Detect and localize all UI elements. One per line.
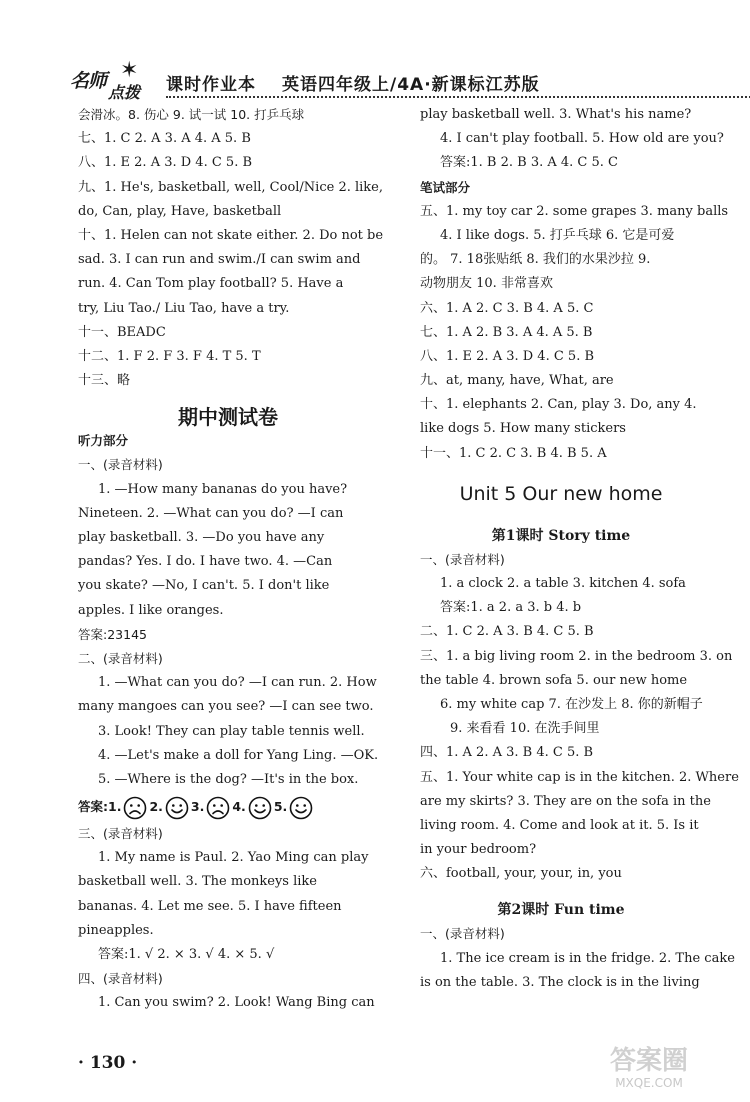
answer-line: 一、(录音材料): [420, 926, 505, 942]
answer-line: bananas. 4. Let me see. 5. I have fifteen: [78, 898, 342, 914]
answer-prefix: 答案:: [78, 799, 108, 815]
answer-line: 十一、1. C 2. C 3. B 4. B 5. A: [420, 445, 607, 461]
answer-line: 答案:1. a 2. a 3. b 4. b: [440, 600, 582, 616]
answer-line: 笔试部分: [420, 179, 471, 195]
watermark-url: MXQE.COM: [615, 1076, 683, 1090]
answer-line: 6. my white cap 7. 在沙发上 8. 你的新帽子: [440, 696, 703, 712]
answer-line: 二、1. C 2. A 3. B 4. C 5. B: [420, 624, 594, 640]
answer-line: run. 4. Can Tom play football? 5. Have a: [78, 276, 344, 292]
answer-line: 三、(录音材料): [78, 826, 163, 842]
answer-line: 四、(录音材料): [78, 971, 163, 987]
smiley-face-icon: [289, 796, 313, 820]
book-title: 课时作业本: [166, 75, 256, 95]
answer-line: Nineteen. 2. —What can you do? —I can: [78, 505, 344, 521]
answer-line: 1. The ice cream is in the fridge. 2. The cake: [440, 950, 735, 966]
answer-number: 1.: [108, 799, 122, 815]
lesson-title: 第1课时 Story time: [491, 527, 631, 544]
answer-line: 动物朋友 10. 非常喜欢: [420, 276, 553, 292]
faces-answer-line: [78, 792, 378, 822]
answer-line: 5. —Where is the dog? —It's in the box.: [98, 771, 359, 787]
answer-number: 5.: [273, 799, 288, 815]
smiley-face-icon: [248, 796, 272, 820]
logo-text-2: 点拨: [108, 83, 141, 102]
section-title: 期中测试卷: [178, 405, 278, 430]
answer-line: 四、1. A 2. A 3. B 4. C 5. B: [420, 745, 594, 761]
answer-line: in your bedroom?: [420, 842, 537, 858]
answer-line: 八、1. E 2. A 3. D 4. C 5. B: [420, 348, 595, 364]
right-column: [420, 103, 739, 995]
answer-line: are my skirts? 3. They are on the sofa in the: [420, 793, 711, 809]
answer-line: 九、at, many, have, What, are: [420, 373, 614, 389]
smiley-face-icon: [165, 796, 189, 820]
answer-line: 九、1. He's, basketball, well, Cool/Nice 2. like,: [78, 179, 383, 195]
page-number: · 130 ·: [78, 1053, 138, 1073]
answer-number: 4.: [232, 799, 246, 815]
watermark-logo: [610, 1046, 688, 1090]
answer-line: 会滑冰。8. 伤心 9. 试一试 10. 打乒乓球: [78, 107, 305, 122]
answer-line: 十三、略: [78, 373, 131, 389]
header-divider: [166, 96, 750, 98]
answer-line: the table 4. brown sofa 5. our new home: [420, 672, 688, 688]
answer-line: 4. I can't play football. 5. How old are you?: [440, 131, 724, 147]
answer-line: 一、(录音材料): [78, 457, 163, 473]
sad-face-icon: [206, 796, 230, 820]
watermark-text: 答案圈: [610, 1046, 689, 1076]
header-title: [166, 70, 540, 95]
answer-line: apples. I like oranges.: [78, 602, 224, 618]
answer-line: 六、football, your, your, in, you: [420, 866, 622, 882]
answer-number: 2.: [149, 799, 163, 815]
left-column: [78, 103, 384, 1016]
answer-line: 一、(录音材料): [420, 551, 505, 567]
answer-line: 答案:23145: [78, 626, 147, 642]
answer-number: 3.: [190, 799, 205, 815]
answer-line: 4. I like dogs. 5. 打乒乓球 6. 它是可爱: [440, 227, 675, 243]
logo-text: 名师: [70, 70, 107, 92]
answer-line: try, Liu Tao./ Liu Tao, have a try.: [78, 300, 290, 316]
answer-line: play basketball well. 3. What's his name?: [420, 107, 692, 122]
brand-logo: [70, 58, 165, 102]
answer-line: 七、1. C 2. A 3. A 4. A 5. B: [78, 131, 251, 147]
answer-line: 的。 7. 18张贴纸 8. 我们的水果沙拉 9.: [420, 252, 651, 268]
answer-line: 五、1. my toy car 2. some grapes 3. many balls: [420, 203, 729, 219]
answer-line: like dogs 5. How many stickers: [420, 421, 626, 437]
answer-line: sad. 3. I can run and swim./I can swim and: [78, 252, 361, 268]
answer-line: 1. —How many bananas do you have?: [98, 481, 348, 497]
answer-line: pandas? Yes. I do. I have two. 4. —Can: [78, 554, 333, 570]
unit-title: Unit 5 Our new home: [459, 482, 663, 505]
answer-line: 十、1. Helen can not skate either. 2. Do not be: [78, 227, 384, 243]
answer-line: 六、1. A 2. C 3. B 4. A 5. C: [420, 300, 594, 316]
answer-line: living room. 4. Come and look at it. 5. Is it: [420, 817, 699, 833]
answer-line: you skate? —No, I can't. 5. I don't like: [78, 578, 330, 594]
answer-line: 三、1. a big living room 2. in the bedroom 3. on: [420, 648, 733, 664]
answer-line: 十、1. elephants 2. Can, play 3. Do, any 4.: [420, 397, 697, 413]
answer-line: 二、(录音材料): [78, 650, 163, 666]
answer-line: is on the table. 3. The clock is in the living: [420, 974, 700, 990]
sad-face-icon: [123, 796, 147, 820]
page-header: [70, 58, 710, 102]
answer-line: 五、1. Your white cap is in the kitchen. 2. Where: [420, 769, 739, 785]
answer-line: 3. Look! They can play table tennis well.: [98, 723, 365, 739]
answer-line: play basketball. 3. —Do you have any: [78, 530, 325, 545]
answer-line: do, Can, play, Have, basketball: [78, 203, 282, 219]
answer-line: 答案:1. B 2. B 3. A 4. C 5. C: [440, 155, 618, 171]
answer-line: 十二、1. F 2. F 3. F 4. T 5. T: [78, 348, 261, 364]
answer-line: many mangoes can you see? —I can see two.: [78, 699, 374, 715]
book-subtitle: 英语四年级上/4A·新课标江苏版: [282, 75, 540, 95]
answer-line: pineapples.: [78, 922, 154, 938]
answer-line: 9. 来看看 10. 在洗手间里: [450, 721, 600, 737]
answer-line: 十一、BEADC: [78, 324, 166, 340]
answer-line: basketball well. 3. The monkeys like: [78, 874, 317, 890]
answer-line: 4. —Let's make a doll for Yang Ling. —OK.: [98, 747, 379, 763]
answer-line: 1. a clock 2. a table 3. kitchen 4. sofa: [440, 576, 686, 591]
answer-line: 1. —What can you do? —I can run. 2. How: [98, 675, 377, 691]
answer-line: 答案:1. √ 2. × 3. √ 4. × 5. √: [98, 947, 275, 962]
answer-line: 1. Can you swim? 2. Look! Wang Bing can: [98, 995, 375, 1011]
answer-line: 七、1. A 2. B 3. A 4. A 5. B: [420, 324, 593, 340]
lesson-title: 第2课时 Fun time: [497, 902, 625, 919]
answer-line: 听力部分: [78, 433, 129, 449]
answer-line: 八、1. E 2. A 3. D 4. C 5. B: [78, 155, 253, 171]
star-icon: ✶: [120, 58, 139, 83]
answer-line: 1. My name is Paul. 2. Yao Ming can play: [98, 850, 369, 866]
